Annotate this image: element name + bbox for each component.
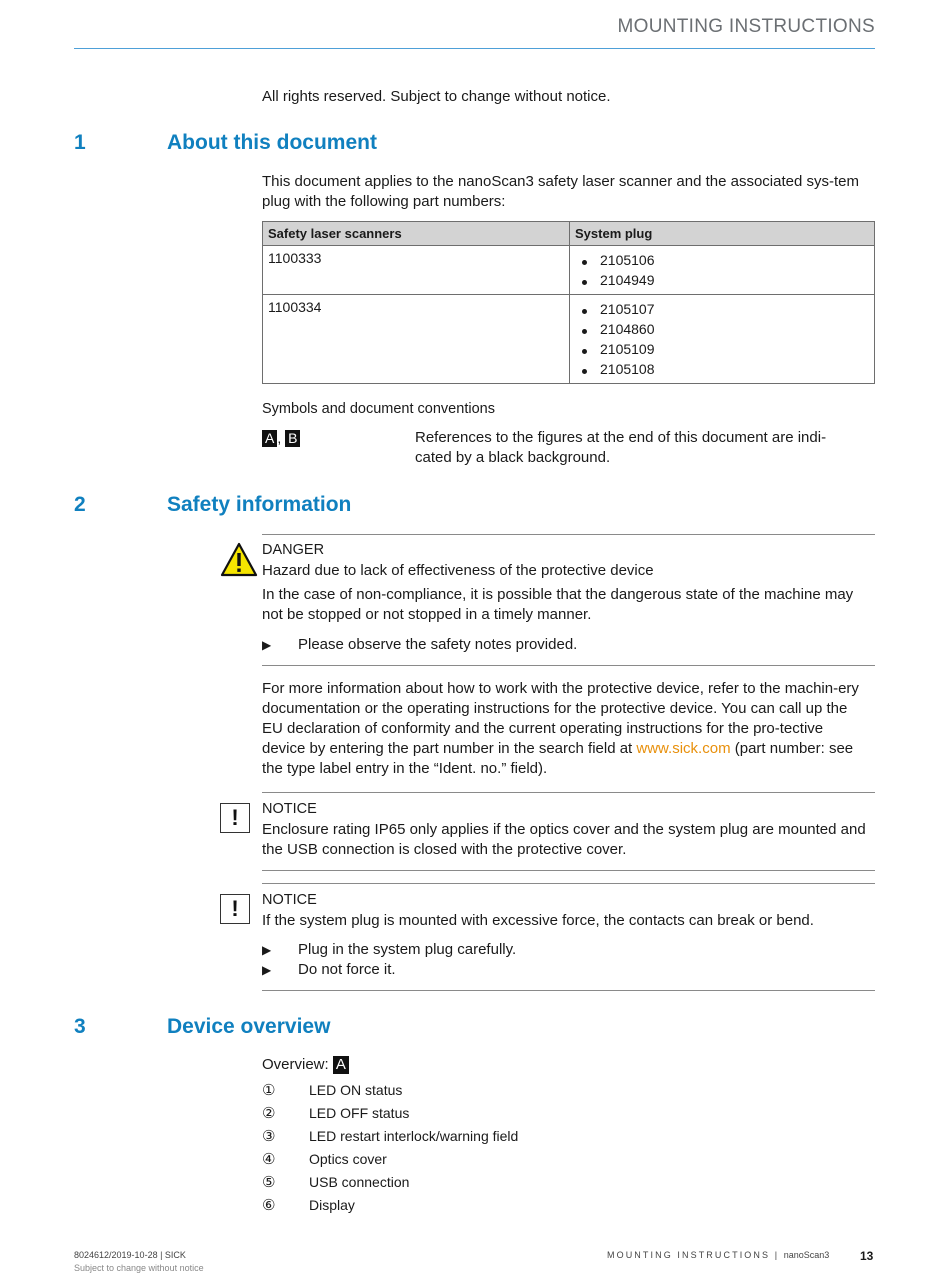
conventions-heading: Symbols and document conventions xyxy=(262,401,495,417)
danger-bottom-rule xyxy=(262,665,875,666)
footer-center-separator: | xyxy=(770,1250,784,1260)
exclamation-box-icon: ! xyxy=(220,803,250,833)
info-text-before: For more information about how to work with the protective device, refer to the machin-ery documentation or the operating instructions for the protective device. You can call up the EU declaration of conformity and the current operating instructions for the pro-tective device by entering the part number in the search field at xyxy=(262,680,859,757)
item-label: LED restart interlock/warning field xyxy=(309,1128,519,1144)
item-number: ⑥ xyxy=(262,1196,276,1214)
warning-triangle-icon xyxy=(220,542,258,577)
page-number: 13 xyxy=(860,1249,874,1263)
item-number: ⑤ xyxy=(262,1173,276,1191)
danger-label: DANGER xyxy=(262,542,325,558)
item-number: ① xyxy=(262,1081,276,1099)
notice-2-bullet xyxy=(262,940,862,960)
bullet-arrow-icon: ▶ xyxy=(262,963,272,977)
item-label: LED OFF status xyxy=(309,1105,410,1121)
plug-list xyxy=(570,295,875,384)
danger-top-rule xyxy=(262,534,875,535)
footer-doc-id: 8024612/2019-10-28 | SICK xyxy=(74,1250,186,1260)
danger-text: In the case of non-compliance, it is possible that the dangerous state of the machine may not be stopped or not stopped in a timely manner. xyxy=(262,586,854,623)
bullet-arrow-icon: ▶ xyxy=(262,638,272,652)
plug-part-number: 2104860 xyxy=(575,319,869,339)
danger-subtitle: Hazard due to lack of effectiveness of the protective device xyxy=(262,562,654,579)
section-3-title: Device overview xyxy=(167,1015,331,1038)
overview-figure-box-a: A xyxy=(333,1056,349,1074)
notice-2-bottom-rule xyxy=(262,990,875,991)
section-2-title: Safety information xyxy=(167,493,352,516)
plug-list xyxy=(570,246,875,295)
section-1-number: 1 xyxy=(74,131,86,154)
list-item xyxy=(262,1104,662,1124)
notice-2-bullet-text: Do not force it. xyxy=(298,961,396,978)
section-1-title: About this document xyxy=(167,131,377,154)
scanner-part-number: 1100334 xyxy=(263,295,570,384)
table-header-row xyxy=(263,222,875,246)
column-header-plug: System plug xyxy=(570,222,875,246)
table-row xyxy=(263,295,875,384)
list-item xyxy=(262,1173,662,1193)
header-rule xyxy=(74,48,875,49)
sick-website-link[interactable]: www.sick.com xyxy=(636,740,731,757)
plug-part-number: 2105108 xyxy=(575,359,869,379)
list-item xyxy=(262,1150,662,1170)
section-1-paragraph: This document applies to the nanoScan3 safety laser scanner and the associated sys-tem plug with the following part numbers: xyxy=(262,173,860,210)
overview-line xyxy=(262,1055,349,1075)
bullet-arrow-icon: ▶ xyxy=(262,943,272,957)
list-item xyxy=(262,1196,662,1216)
rights-text: All rights reserved. Subject to change without notice. xyxy=(262,88,611,105)
list-item xyxy=(262,1127,662,1147)
figure-reference-example xyxy=(262,430,300,447)
figure-box-b: B xyxy=(285,430,300,447)
footer-center-title xyxy=(607,1250,829,1260)
notice-1-label: NOTICE xyxy=(262,801,317,817)
item-number: ② xyxy=(262,1104,276,1122)
info-text-after: (part number: see the type label entry in the “Ident. no.” field). xyxy=(262,740,854,777)
column-header-scanners: Safety laser scanners xyxy=(263,222,570,246)
item-number: ④ xyxy=(262,1150,276,1168)
item-label: Optics cover xyxy=(309,1151,387,1167)
plug-part-number: 2105106 xyxy=(575,250,869,270)
figure-box-a: A xyxy=(262,430,277,447)
notice-1-top-rule xyxy=(262,792,875,793)
notice-2-text: If the system plug is mounted with excessive force, the contacts can break or bend. xyxy=(262,912,814,929)
danger-bullet xyxy=(262,635,862,655)
header-title: MOUNTING INSTRUCTIONS xyxy=(617,16,875,37)
section-2-number: 2 xyxy=(74,493,86,516)
section-3-number: 3 xyxy=(74,1015,86,1038)
item-label: Display xyxy=(309,1197,355,1213)
notice-2-label: NOTICE xyxy=(262,892,317,908)
notice-2-bullet xyxy=(262,960,862,980)
exclamation-box-icon: ! xyxy=(220,894,250,924)
overview-label: Overview: xyxy=(262,1056,329,1073)
item-number: ③ xyxy=(262,1127,276,1145)
info-paragraph xyxy=(262,679,870,779)
plug-part-number: 2105109 xyxy=(575,339,869,359)
notice-1-bottom-rule xyxy=(262,870,875,871)
plug-part-number: 2105107 xyxy=(575,299,869,319)
footer-center-product: nanoScan3 xyxy=(783,1250,830,1260)
figure-box-separator: , xyxy=(277,430,282,446)
item-label: USB connection xyxy=(309,1174,410,1190)
notice-2-top-rule xyxy=(262,883,875,884)
danger-bullet-text: Please observe the safety notes provided. xyxy=(298,636,578,653)
scanner-part-number: 1100333 xyxy=(263,246,570,295)
table-row xyxy=(263,246,875,295)
footer-subject: Subject to change without notice xyxy=(74,1263,204,1273)
item-label: LED ON status xyxy=(309,1082,403,1098)
notice-2-bullet-text: Plug in the system plug carefully. xyxy=(298,941,517,958)
conventions-text: References to the figures at the end of this document are indi-cated by a black background. xyxy=(415,429,827,466)
plug-part-number: 2104949 xyxy=(575,270,869,290)
list-item xyxy=(262,1081,662,1101)
footer-center-caps: MOUNTING INSTRUCTIONS xyxy=(607,1250,771,1260)
notice-1-text: Enclosure rating IP65 only applies if the optics cover and the system plug are mounted and the USB connection is closed with the protective cover. xyxy=(262,821,866,858)
part-number-table xyxy=(262,221,875,384)
